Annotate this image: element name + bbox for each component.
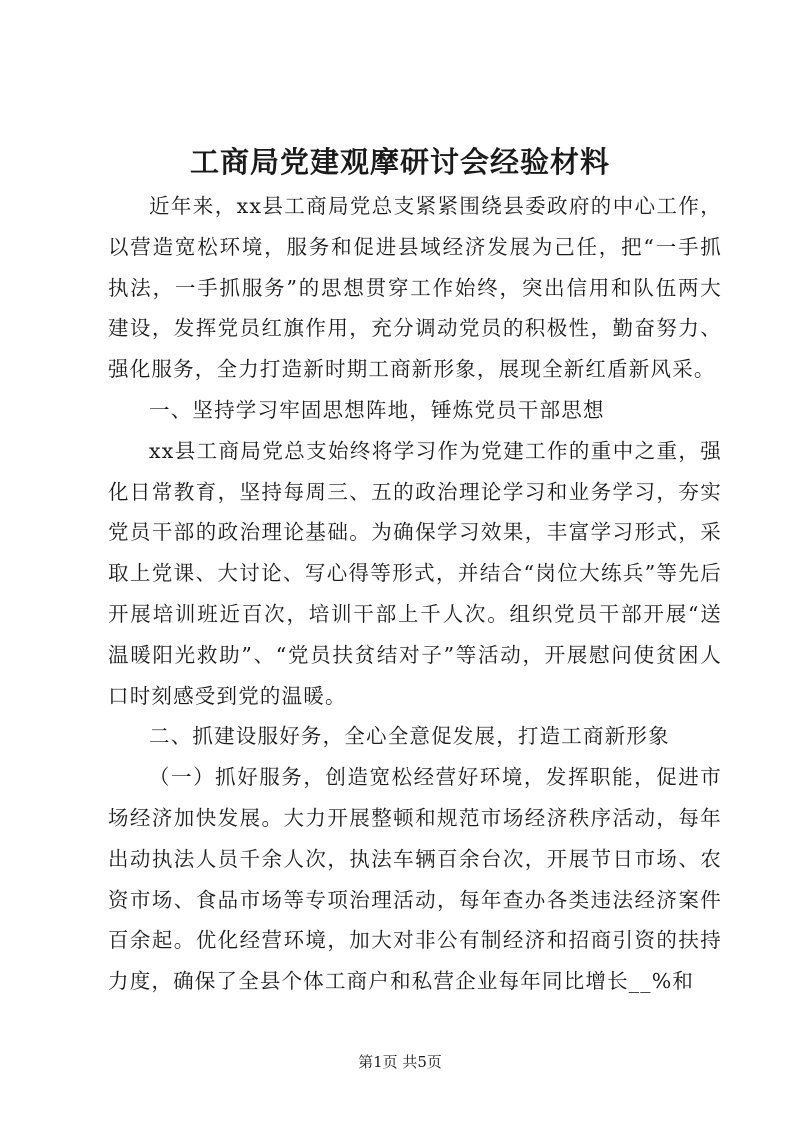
document-title: 工商局党建观摩研讨会经验材料	[189, 145, 610, 179]
section-heading-2: 二、抓建设服好务，全心全意促发展，打造工商新形象	[149, 724, 670, 749]
paragraph-study: xx县工商局党总支始终将学习作为党建工作的重中之重，强化日常教育，坚持每周三、五的政治理论学习和业务学习，夯实党员干部的政治理论基础。为确保学习效果，丰富学习形式，采取上党课、大讨论、写心得等形式，并结合“岗位大练兵”等先后开展培训班近百次，培训干部上千人次。组织党员干部开展“送温暖阳光救助”、“党员扶贫结对子”等活动，开展慰问使贫困人口时刻感受到党的温暖。	[108, 438, 722, 708]
section-heading-1: 一、坚持学习牢固思想阵地，锤炼党员干部思想	[149, 397, 605, 422]
document-body	[108, 186, 722, 1002]
paragraph-service: （一）抓好服务，创造宽松经营好环境，发挥职能，促进市场经济加快发展。大力开展整顿和规范市场经济秩序活动，每年出动执法人员千余人次，执法车辆百余台次，开展节日市场、农资市场、食品市场等专项治理活动，每年查办各类违法经济案件百余起。优化经营环境，加大对非公有制经济和招商引资的扶持力度，确保了全县个体工商户和私营企业每年同比增长__%和	[108, 765, 722, 994]
page-number-footer: 第1页 共5页	[358, 1053, 442, 1071]
paragraph-intro: 近年来，xx县工商局党总支紧紧围绕县委政府的中心工作，以营造宽松环境，服务和促进县域经济发展为己任，把“一手抓执法，一手抓服务”的思想贯穿工作始终，突出信用和队伍两大建设，发挥党员红旗作用，充分调动党员的积极性，勤奋努力、强化服务，全力打造新时期工商新形象，展现全新红盾新风采。	[108, 194, 722, 382]
